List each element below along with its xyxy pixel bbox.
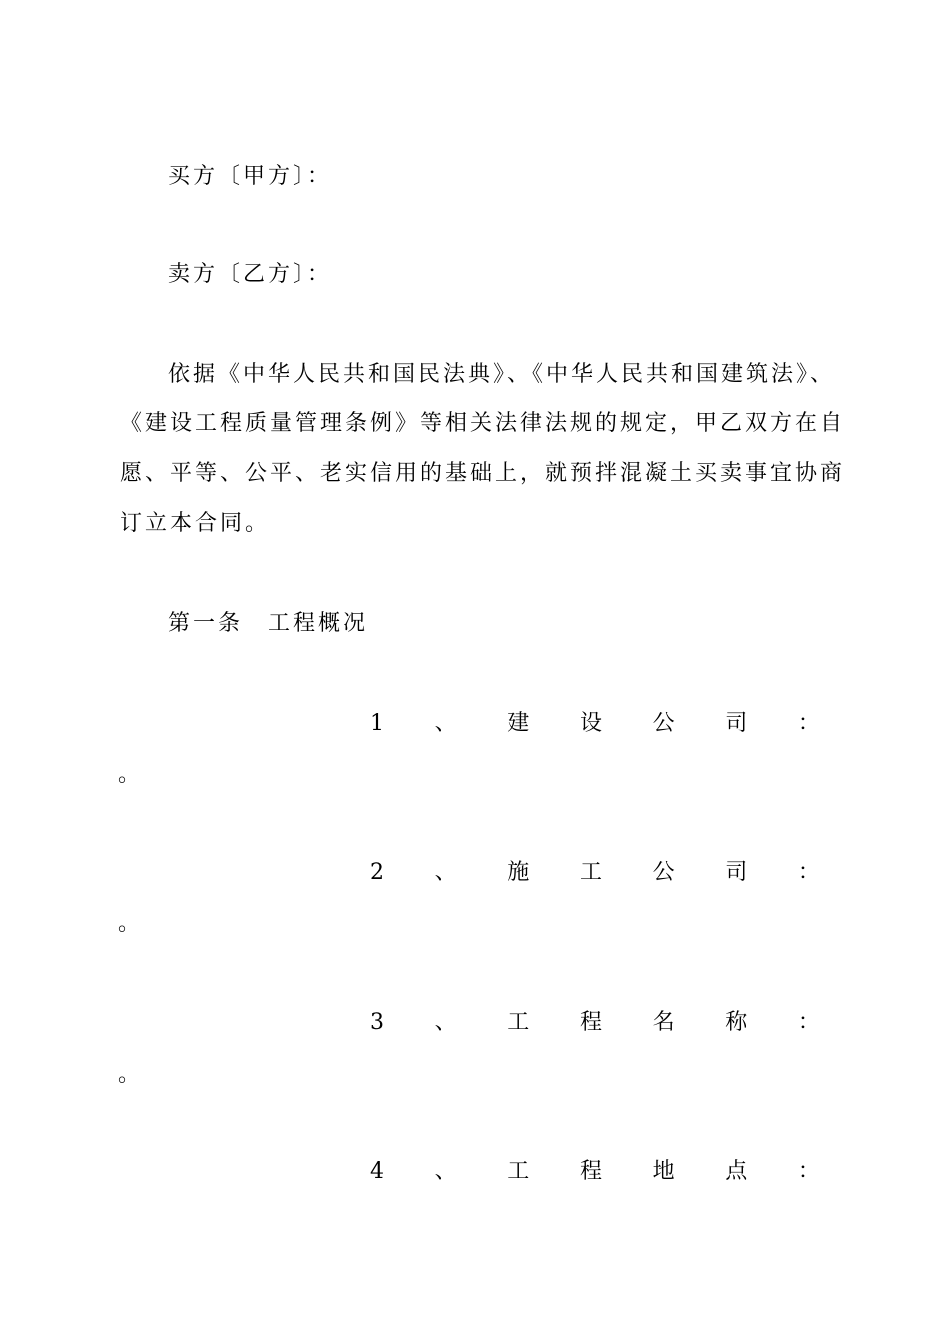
item-1-end-mark: 。 [118, 762, 141, 787]
item-char: 地 [652, 1159, 675, 1184]
item-char: 司 [725, 711, 748, 736]
item-colon: ： [797, 711, 820, 736]
item-separator: 、 [434, 1010, 457, 1035]
item-char: 公 [652, 711, 675, 736]
item-number: 3 [370, 1010, 384, 1035]
item-number: 1 [370, 711, 384, 736]
item-number: 2 [370, 860, 384, 885]
item-2-end-mark: 。 [118, 911, 141, 936]
item-colon: ： [797, 860, 820, 885]
article-1-title: 第一条 工程概况 [168, 611, 369, 636]
item-char: 工 [507, 1010, 530, 1035]
item-char: 点 [725, 1159, 748, 1184]
article-1-item-3 [370, 1012, 820, 1034]
item-char: 建 [507, 711, 530, 736]
item-char: 施 [507, 860, 530, 885]
item-colon: ： [797, 1159, 820, 1184]
item-number: 4 [370, 1159, 384, 1184]
preamble-line-1: 依据《中华人民共和国民法典》、《中华人民共和国建筑法》、 [168, 362, 836, 387]
item-char: 工 [507, 1159, 530, 1184]
item-char: 称 [725, 1010, 748, 1035]
preamble-line-3: 愿、平等、公平、老实信用的基础上，就预拌混凝土买卖事宜协商 [120, 461, 846, 486]
item-separator: 、 [434, 860, 457, 885]
item-char: 程 [579, 1159, 602, 1184]
seller-line: 卖方〔乙方〕： [168, 262, 333, 287]
item-separator: 、 [434, 711, 457, 736]
item-char: 设 [579, 711, 602, 736]
article-1-item-2 [370, 862, 820, 884]
item-char: 程 [579, 1010, 602, 1035]
preamble-line-4: 订立本合同。 [120, 511, 271, 536]
item-colon: ： [797, 1010, 820, 1035]
item-char: 工 [579, 860, 602, 885]
preamble-line-2: 《建设工程质量管理条例》等相关法律法规的规定，甲乙双方在自 [120, 411, 846, 436]
item-char: 名 [652, 1010, 675, 1035]
article-1-item-1 [370, 713, 820, 735]
item-char: 司 [725, 860, 748, 885]
buyer-line: 买方〔甲方〕： [168, 164, 333, 189]
item-char: 公 [652, 860, 675, 885]
item-separator: 、 [434, 1159, 457, 1184]
article-1-item-4 [370, 1161, 820, 1183]
item-3-end-mark: 。 [118, 1062, 141, 1087]
